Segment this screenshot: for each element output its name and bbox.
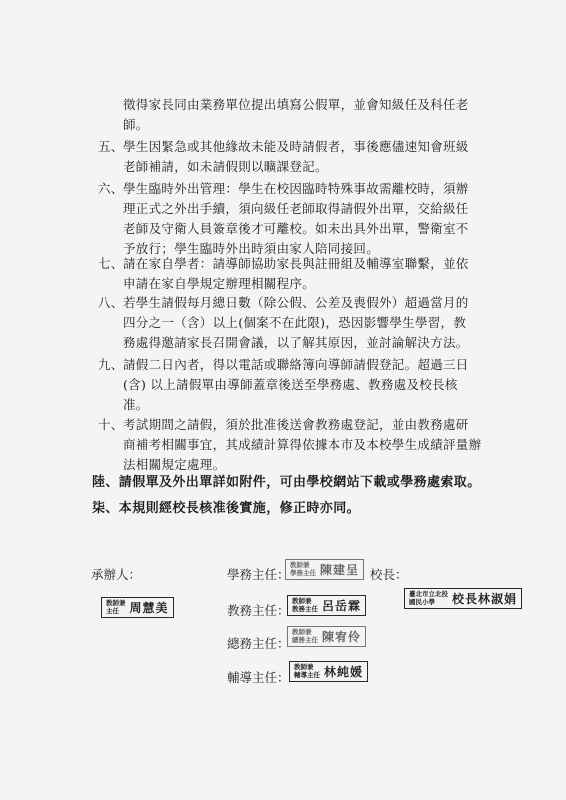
paragraph-line: 學生臨時外出管理：學生在校因臨時特殊事故需離校時，須辦 [123,181,469,196]
item-number: 六、 [98,181,124,196]
paragraph-line: 予放行；學生臨時外出時須由家人陪同接回。 [123,241,380,256]
paragraph-line: 師。 [123,117,149,132]
continuation-paragraph [123,95,469,135]
paragraph-line: 學生因緊急或其他緣故未能及時請假者，事後應儘速知會班級 [123,139,469,154]
paragraph-line: 申請在家自學規定辦理相關程序。 [123,276,316,291]
undertaker-stamp: 教師兼 主任 周慧美 [101,597,174,618]
list-item [98,355,469,415]
item-number: 九、 [98,357,124,372]
paragraph-line: 考試期間之請假，須於批准後送會教務處登記，並由教務處研 [123,417,469,432]
general-affairs-label: 總務主任： [227,636,290,651]
section-seven: 柒、本規則經校長核准後實施，修正時亦同。 [92,501,361,516]
list-item [98,179,469,259]
paragraph-line: 老師補請，如未請假則以曠課登記。 [123,159,328,174]
undertaker-label: 承辦人： [91,567,142,582]
list-item [98,415,482,475]
paragraph-line: 准。 [123,397,149,412]
item-number: 七、 [98,256,124,271]
principal-label: 校長： [370,567,408,582]
item-number: 十、 [98,417,124,432]
paragraph-line: (含) 以上請假單由導師蓋章後送至學務處、教務處及校長核 [123,377,458,392]
academic-affairs-stamp: 教師兼 學務主任 陳建呈 [285,559,364,580]
list-item [98,293,469,353]
paragraph-line: 若學生請假每月總日數（除公假、公差及喪假外）超過當月的 [123,295,469,310]
academic-affairs-label: 學務主任： [227,567,290,582]
paragraph-line: 法相關規定處理。 [123,457,226,472]
paragraph-line: 請假二日內者，得以電話或聯絡簿向導師請假登記。超過三日 [123,357,469,372]
paragraph-line: 徵得家長同由業務單位提出填寫公假單，並會知級任及科任老 [123,97,469,112]
list-item [98,137,469,177]
item-number: 五、 [98,139,124,154]
counseling-stamp: 教師兼 輔導主任 林純媛 [289,661,368,682]
paragraph-line: 商補考相關事宜，其成績計算得依據本市及本校學生成績評量辦 [123,437,482,452]
teaching-affairs-label: 教務主任： [227,603,290,618]
general-affairs-stamp: 教師兼 總務主任 陳宥伶 [287,626,366,647]
counseling-label: 輔導主任： [227,670,290,685]
item-number: 八、 [98,295,124,310]
list-item [98,254,469,294]
paragraph-line: 務處得邀請家長召開會議，以了解其原因，並討論解決方法。 [123,335,469,350]
principal-stamp: 臺北市立北投 國民小學 校長林淑娟 [404,588,522,609]
paragraph-line: 請在家自學者：請導師協助家長與註冊組及輔導室聯繫，並依 [123,256,469,271]
paragraph-line: 老師及守衛人員簽章後才可離校。如未出具外出單，警衛室不 [123,221,469,236]
section-six: 陸、請假單及外出單詳如附件，可由學校網站下載或學務處索取。 [92,475,481,490]
teaching-affairs-stamp: 教師兼 教務主任 呂岳霖 [287,595,366,616]
paragraph-line: 四分之一（含）以上(個案不在此限)，恐因影響學生學習，教 [123,315,467,330]
paragraph-line: 理正式之外出手續，須向級任老師取得請假外出單，交給級任 [123,201,469,216]
